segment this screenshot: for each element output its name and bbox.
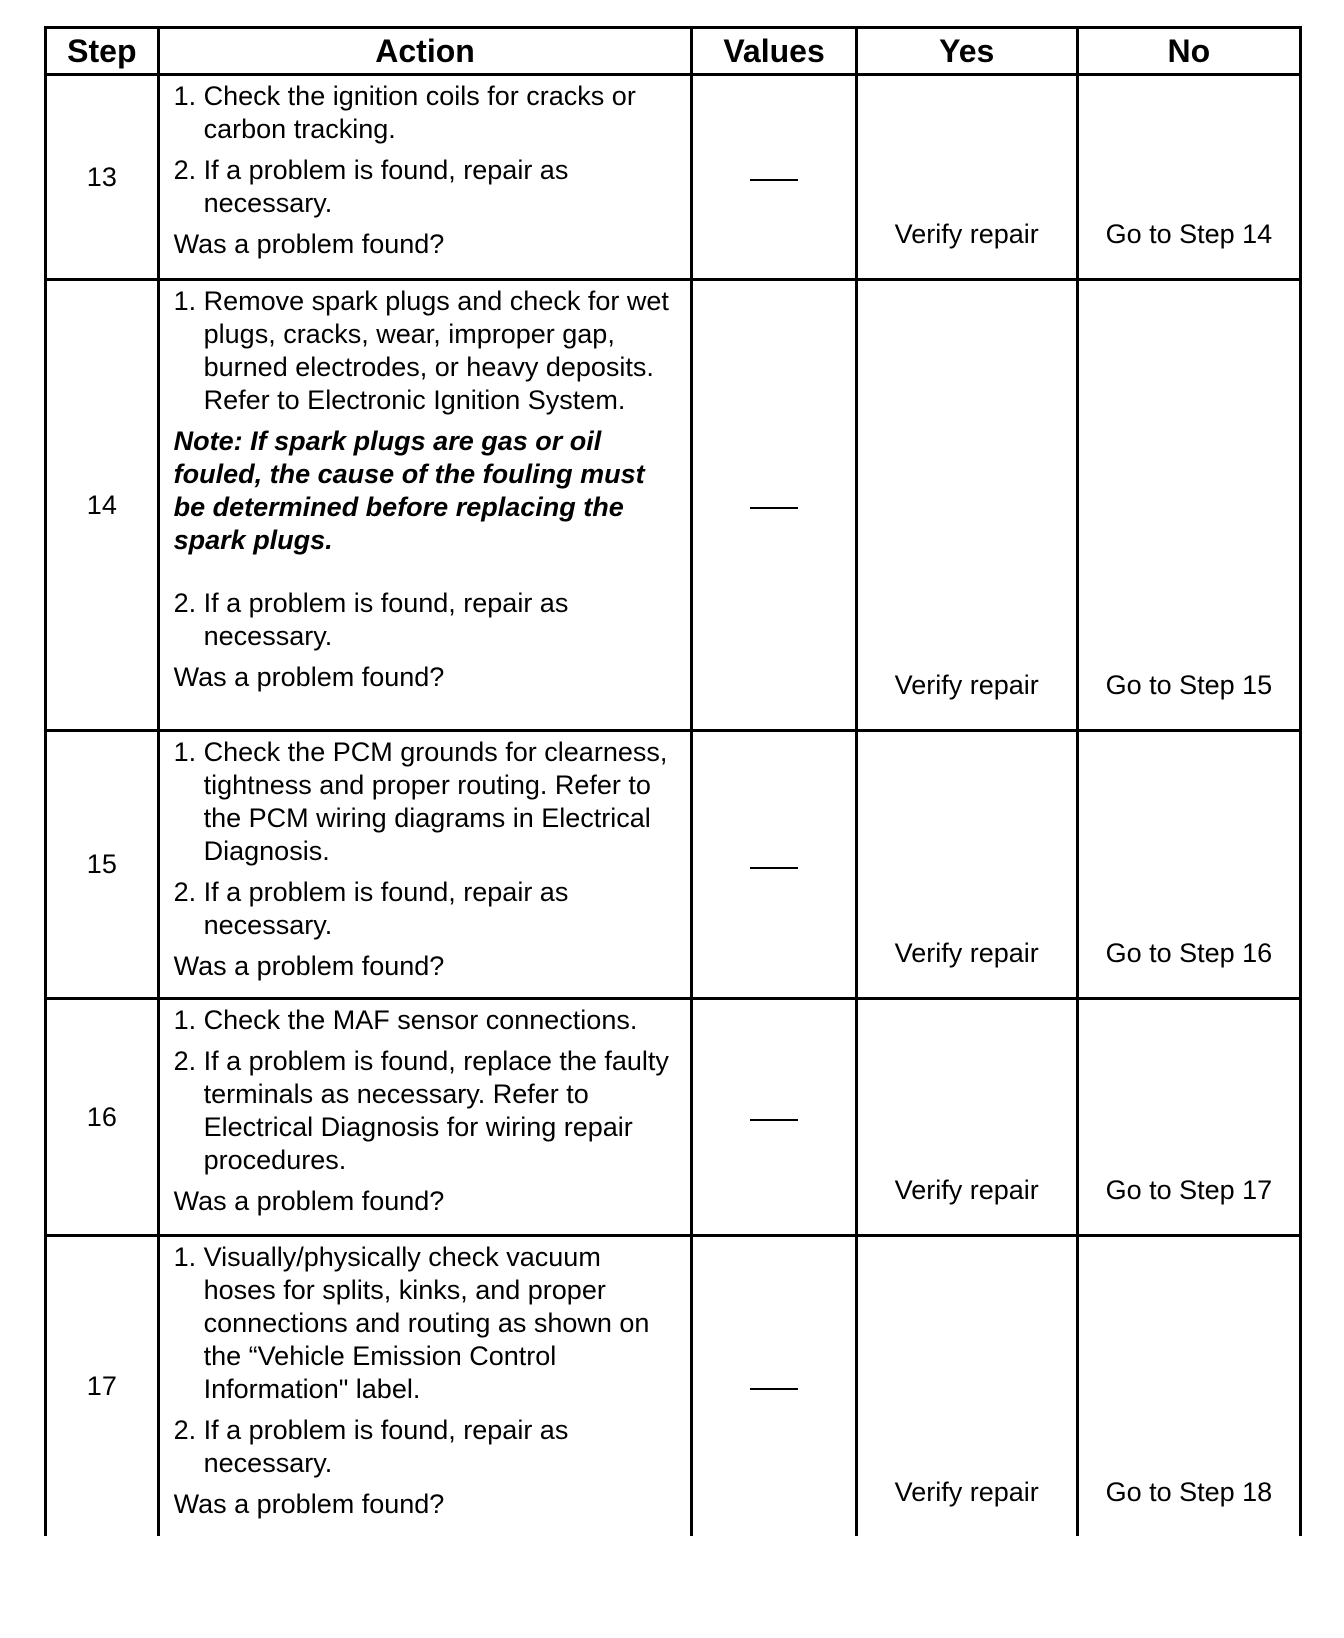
- table-row: [46, 731, 1301, 999]
- action-item: [174, 154, 679, 220]
- action-item: [174, 1241, 679, 1406]
- value-dash: [750, 507, 798, 509]
- value-dash: [750, 1119, 798, 1121]
- yes-cell: Verify repair: [856, 1236, 1077, 1536]
- action-item: [174, 1045, 679, 1177]
- header-action: Action: [158, 28, 692, 75]
- values-cell: [692, 280, 856, 731]
- header-no: No: [1077, 28, 1300, 75]
- no-cell: Go to Step 17: [1077, 999, 1300, 1236]
- item-number: 2.: [173, 1415, 197, 1445]
- action-question: Was a problem found?: [173, 951, 445, 981]
- no-cell: Go to Step 15: [1077, 280, 1300, 731]
- no-cell: Go to Step 14: [1077, 75, 1300, 280]
- action-question: Was a problem found?: [173, 1186, 445, 1216]
- item-number: 1.: [173, 286, 197, 316]
- item-text: If a problem is found, replace the faulty terminals as necessary. Refer to Electrical Diagnosis for wiring repair procedures.: [203, 1046, 669, 1175]
- value-dash: [750, 179, 798, 181]
- step-number: 16: [46, 999, 159, 1236]
- action-question: Was a problem found?: [173, 662, 445, 692]
- item-text: Check the ignition coils for cracks or carbon tracking.: [203, 81, 636, 144]
- item-number: 2.: [173, 588, 197, 618]
- item-number: 1.: [173, 737, 197, 767]
- action-item: [174, 736, 679, 868]
- action-question: Was a problem found?: [173, 1489, 445, 1519]
- no-cell: Go to Step 16: [1077, 731, 1300, 999]
- action-note: Note: If spark plugs are gas or oil fouled, the cause of the fouling must be determined before replacing the spark plugs.: [173, 426, 645, 555]
- step-number: 15: [46, 731, 159, 999]
- values-cell: [692, 999, 856, 1236]
- action-cell: [158, 1236, 692, 1536]
- step-number: 13: [46, 75, 159, 280]
- action-item: [174, 1004, 679, 1037]
- item-number: 2.: [173, 877, 197, 907]
- values-cell: [692, 731, 856, 999]
- action-item: [174, 80, 679, 146]
- step-number: 17: [46, 1236, 159, 1536]
- table-row: [46, 999, 1301, 1236]
- item-text: If a problem is found, repair as necessary.: [203, 877, 569, 940]
- header-yes: Yes: [856, 28, 1077, 75]
- item-number: 1.: [173, 1242, 197, 1272]
- yes-cell: Verify repair: [856, 999, 1077, 1236]
- table-row: [46, 280, 1301, 731]
- values-cell: [692, 75, 856, 280]
- header-step: Step: [46, 28, 159, 75]
- item-text: Remove spark plugs and check for wet plugs, cracks, wear, improper gap, burned electrodes, or heavy deposits. Refer to Electronic Ignition System.: [203, 286, 669, 415]
- value-dash: [750, 867, 798, 869]
- action-cell: [158, 280, 692, 731]
- yes-cell: Verify repair: [856, 280, 1077, 731]
- value-dash: [750, 1388, 798, 1390]
- item-text: If a problem is found, repair as necessary.: [203, 1415, 569, 1478]
- item-text: If a problem is found, repair as necessary.: [203, 155, 569, 218]
- item-number: 1.: [173, 81, 197, 111]
- yes-cell: Verify repair: [856, 731, 1077, 999]
- yes-cell: Verify repair: [856, 75, 1077, 280]
- diagnostic-table: [44, 26, 1302, 1536]
- action-item: [174, 285, 679, 417]
- step-number: 14: [46, 280, 159, 731]
- action-cell: [158, 75, 692, 280]
- action-item: [174, 587, 679, 653]
- table-row: [46, 1236, 1301, 1536]
- item-text: Check the MAF sensor connections.: [203, 1005, 638, 1035]
- item-number: 1.: [173, 1005, 197, 1035]
- item-number: 2.: [173, 155, 197, 185]
- action-cell: [158, 731, 692, 999]
- no-cell: Go to Step 18: [1077, 1236, 1300, 1536]
- action-question: Was a problem found?: [173, 229, 445, 259]
- action-item: [174, 1414, 679, 1480]
- item-text: Visually/physically check vacuum hoses for splits, kinks, and proper connections and routing as shown on the “Vehicle Emission Control Information" label.: [203, 1242, 650, 1404]
- table-header-row: [46, 28, 1301, 75]
- table-row: [46, 75, 1301, 280]
- values-cell: [692, 1236, 856, 1536]
- diagnostic-table-sheet: [44, 26, 1302, 1613]
- item-number: 2.: [173, 1046, 197, 1076]
- action-cell: [158, 999, 692, 1236]
- header-values: Values: [692, 28, 856, 75]
- item-text: Check the PCM grounds for clearness, tightness and proper routing. Refer to the PCM wiring diagrams in Electrical Diagnosis.: [203, 737, 668, 866]
- item-text: If a problem is found, repair as necessary.: [203, 588, 569, 651]
- action-item: [174, 876, 679, 942]
